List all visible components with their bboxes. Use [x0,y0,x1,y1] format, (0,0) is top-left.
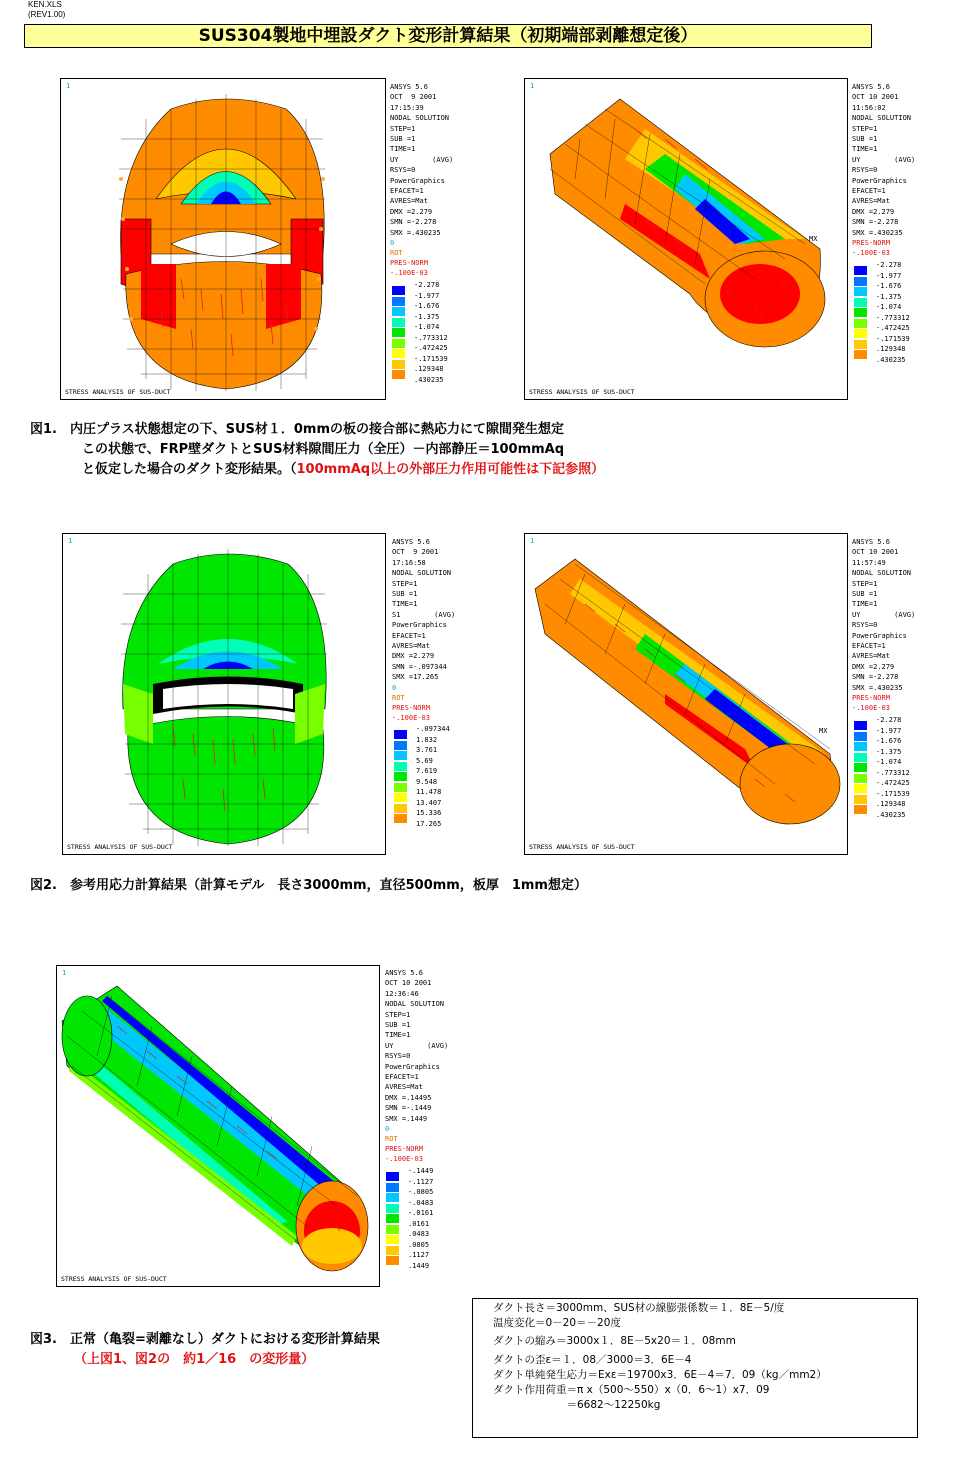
info-line: DMX =2.279 [852,662,895,671]
panel-footer: STRESS ANALYSIS OF SUS-DUCT [61,1275,167,1283]
info-line: SUB =1 [390,135,416,144]
legend-value: -.472425 [876,779,910,787]
info-line: UY (AVG) [385,1041,449,1050]
legend-swatch [394,730,407,739]
panel-footer: STRESS ANALYSIS OF SUS-DUCT [529,843,635,851]
mx-marker: MX [819,727,828,735]
info-line: DMX =.14495 [385,1093,432,1102]
info-line: SMX =.430235 [852,228,903,237]
info-line: STEP=1 [852,579,878,588]
info-line: AVRES=Mat [385,1083,423,1092]
note-line: ダクトの縮み＝3000x１．8E－5x20＝１．08mm [493,1335,736,1347]
legend-swatch [392,307,405,316]
legend-swatch [392,318,405,327]
ansys-info-1 [390,82,453,238]
legend-swatch [392,286,405,295]
pres-value-3: -.100E-03 [392,714,430,722]
legend-value: .0805 [408,1240,430,1249]
info-line: RSYS=0 [390,166,416,175]
legend-swatch [386,1214,399,1223]
legend-value: -1.977 [414,291,440,300]
legend-value: -.472425 [414,344,448,352]
pres-label-4: PRES-NORM [852,694,890,702]
panel-footer: STRESS ANALYSIS OF SUS-DUCT [529,388,635,396]
info-line: AVRES=Mat [392,642,430,651]
legend-value: .129348 [876,345,906,353]
panel-footer: STRESS ANALYSIS OF SUS-DUCT [67,843,173,851]
legend-value: -2.278 [414,281,440,289]
info-line: 12:36:46 [385,989,419,998]
info-line: RSYS=0 [385,1052,411,1061]
info-line: STEP=1 [385,1010,411,1019]
legend-value: -2.278 [876,716,902,724]
legend-value: 11.478 [416,788,442,796]
panel-number: 1 [66,82,71,90]
legend-value: 1.832 [416,735,438,744]
info-line: AVRES=Mat [390,197,428,206]
info-line: RSYS=0 [852,166,878,175]
info-line: SUB =1 [392,590,418,599]
info-line: ANSYS 5.6 [852,83,890,91]
pres-label-3: PRES-NORM [392,704,430,712]
fem-plot-fig1-front [61,79,385,399]
legend-value: -1.375 [876,747,902,756]
rot-label-3: ROT [392,694,405,702]
caption-fig3-line2: （上図1、図2の 約1／16 の変形量） [74,1352,315,1367]
legend-value: .430235 [414,375,444,384]
note-line: ダクトの歪ε＝１．08／3000＝3．6E－4 [493,1354,692,1366]
zero-label-3: 0 [392,684,397,692]
panel-fig3-iso [56,965,380,1287]
legend-swatch [854,298,867,307]
legend-swatch [854,795,867,804]
info-line: TIME=1 [390,145,416,154]
pres-value-2: -.100E-03 [852,249,890,257]
legend-swatch [854,266,867,275]
legend-swatch [386,1235,399,1244]
info-line: OCT 9 2001 [392,548,439,557]
legend-value: -1.074 [876,303,902,311]
panel-number: 1 [68,537,73,545]
ansys-info-3 [392,537,455,683]
legend-value: .129348 [876,800,906,808]
rot-label-1: ROT [390,249,403,257]
legend-swatch [394,804,407,813]
legend-value: -.773312 [876,768,910,777]
fem-plot-fig2-iso [525,534,847,854]
panel-number: 1 [62,969,67,977]
legend-swatch [854,340,867,349]
info-line: SMX =17.265 [392,673,439,682]
panel-fig2-front [62,533,386,855]
legend-swatch [386,1172,399,1181]
info-line: ANSYS 5.6 [852,538,890,546]
legend-value: 7.619 [416,767,438,775]
note-line: 温度変化＝0－20＝－20度 [493,1317,621,1329]
info-line: AVRES=Mat [852,652,890,661]
panel-number: 1 [530,82,535,90]
info-line: ANSYS 5.6 [385,969,423,977]
info-line: TIME=1 [852,145,878,154]
info-line: UY (AVG) [390,155,454,164]
zero-label-1: 0 [390,239,395,247]
legend-value: -1.977 [876,271,902,280]
pres-value-1: -.100E-03 [390,269,428,277]
pres-label-5: PRES-NORM [385,1145,423,1153]
legend-value: -.0161 [408,1209,434,1217]
legend-swatch [854,329,867,338]
legend-swatch [392,297,405,306]
info-line: OCT 10 2001 [385,979,432,988]
legend-swatch [854,350,867,359]
info-line: EFACET=1 [852,642,886,651]
legend-swatch [854,753,867,762]
info-line: SUB =1 [385,1021,411,1030]
info-line: SUB =1 [852,590,878,599]
panel-fig2-iso [524,533,848,855]
info-line: EFACET=1 [392,631,426,640]
legend-value: -1.375 [876,292,902,301]
info-line: TIME=1 [385,1031,411,1040]
legend-swatch [854,774,867,783]
legend-value: .430235 [876,810,906,819]
info-line: PowerGraphics [385,1062,440,1071]
caption-fig1-line3: と仮定した場合のダクト変形結果。（100mmAq以上の外部圧力作用可能性は下記参照） [82,462,605,477]
legend-value: 15.336 [416,809,442,817]
info-line: NODAL SOLUTION [852,569,912,578]
info-line: PowerGraphics [852,176,907,185]
ansys-info-2 [852,82,915,238]
fem-plot-fig3-iso [57,966,379,1286]
legend-value: 3.761 [416,746,438,754]
legend-swatch [394,751,407,760]
info-line: SMX =.430235 [390,228,441,237]
panel-fig1-front [60,78,386,400]
info-line: OCT 10 2001 [852,548,899,557]
fem-plot-fig1-iso [525,79,847,399]
info-line: STEP=1 [390,124,416,133]
info-line: TIME=1 [392,600,418,609]
legend-value: -.0483 [408,1198,434,1207]
legend-swatch [394,741,407,750]
legend-swatch [392,349,405,358]
legend-value: .1127 [408,1251,430,1259]
legend-swatch [854,784,867,793]
info-line: SMX =.1449 [385,1114,428,1123]
legend-value: -.1127 [408,1177,434,1186]
info-line: S1 (AVG) [392,610,456,619]
info-line: DMX =2.279 [390,207,433,216]
note-line: ダクト単純発生応力＝Exε＝19700x3．6E－4＝7．09（kg／mm2） [493,1369,827,1381]
legend-swatch [854,308,867,317]
ansys-info-5 [385,968,448,1124]
legend-swatch [854,805,867,814]
legend-swatch [854,721,867,730]
legend-value: -.0805 [408,1188,434,1196]
legend-value: -.1449 [408,1167,434,1175]
info-line: STEP=1 [852,124,878,133]
info-line: 11:57:49 [852,558,886,567]
legend-value: 5.69 [416,756,433,765]
legend-swatch [394,772,407,781]
info-line: DMX =2.279 [392,652,435,661]
note-line: ダクト作用荷重＝π x（500～550）x（0．6～1）x7．09 [493,1384,770,1396]
revision: (REV1.00) [28,10,66,19]
info-line: OCT 10 2001 [852,93,899,102]
legend-value: -1.676 [414,302,440,310]
legend-swatch [394,783,407,792]
legend-swatch [386,1246,399,1255]
legend-value: -1.977 [876,726,902,735]
info-line: SMX =.430235 [852,683,903,692]
info-line: EFACET=1 [390,187,424,196]
info-line: NODAL SOLUTION [852,114,912,123]
info-line: TIME=1 [852,600,878,609]
info-line: PowerGraphics [852,631,907,640]
legend-value: .430235 [876,355,906,364]
legend-swatch [854,319,867,328]
info-line: SMN =-.1449 [385,1104,432,1113]
legend-swatch [392,370,405,379]
legend-value: -1.676 [876,737,902,745]
pres-label-2: PRES-NORM [852,239,890,247]
info-line: SUB =1 [852,135,878,144]
mx-marker: MX [809,235,818,243]
panel-footer: STRESS ANALYSIS OF SUS-DUCT [65,388,171,396]
info-line: 17:15:39 [390,103,424,112]
legend-value: -.171539 [414,354,448,363]
legend-value: -.472425 [876,324,910,332]
info-line: SMN =-.097344 [392,662,447,671]
zero-label-5: 0 [385,1125,390,1133]
legend-value: -1.074 [414,323,440,331]
info-line: EFACET=1 [385,1073,419,1082]
legend-value: -1.676 [876,282,902,290]
caption-fig2: 図2. 参考用応力計算結果（計算モデル 長さ3000mm，直径500mm，板厚 1mm想定） [30,878,587,893]
info-line: SMN =-2.278 [390,218,437,227]
caption-fig1-line2: この状態で、FRP壁ダクトとSUS材料隙間圧力（全圧）－内部静圧＝100mmAq [82,442,565,457]
legend-value: 17.265 [416,819,442,828]
legend-swatch [392,339,405,348]
info-line: STEP=1 [392,579,418,588]
legend-value: -1.375 [414,312,440,321]
info-line: RSYS=0 [852,621,878,630]
legend-value: .0161 [408,1219,430,1228]
legend-value: .0483 [408,1230,430,1238]
legend-swatch [854,732,867,741]
panel-fig1-iso [524,78,848,400]
legend-value: -1.074 [876,758,902,766]
info-line: DMX =2.279 [852,207,895,216]
legend-value: -.097344 [416,725,450,733]
info-line: NODAL SOLUTION [385,1000,445,1009]
legend-swatch [394,793,407,802]
page-title: SUS304製地中埋設ダクト変形計算結果（初期端部剥離想定後） [24,24,872,48]
info-line: NODAL SOLUTION [392,569,452,578]
pres-label-1: PRES-NORM [390,259,428,267]
legend-swatch [394,814,407,823]
legend-value: -.773312 [414,333,448,342]
legend-swatch [386,1183,399,1192]
note-line: ダクト長さ＝3000mm、SUS材の線膨張係数＝１．8E－5/度 [493,1302,785,1314]
info-line: PowerGraphics [390,176,445,185]
pres-value-4: -.100E-03 [852,704,890,712]
info-line: SMN =-2.278 [852,218,899,227]
legend-swatch [386,1225,399,1234]
info-line: ANSYS 5.6 [392,538,430,546]
info-line: OCT 9 2001 [390,93,437,102]
calculation-notes [472,1298,918,1438]
legend-value: -.171539 [876,334,910,343]
info-line: UY (AVG) [852,610,916,619]
rot-label-5: ROT [385,1135,398,1143]
legend-swatch [854,287,867,296]
legend-value: .1449 [408,1261,430,1270]
legend-swatch [854,763,867,772]
info-line: SMN =-2.278 [852,673,899,682]
info-line: 11:56:02 [852,103,886,112]
info-line: NODAL SOLUTION [390,114,450,123]
legend-value: -2.278 [876,261,902,269]
legend-swatch [854,742,867,751]
info-line: ANSYS 5.6 [390,83,428,91]
fem-plot-fig2-front [63,534,385,854]
legend-value: -.773312 [876,313,910,322]
legend-value: -.171539 [876,789,910,798]
legend-value: .129348 [414,365,444,373]
caption-fig3-line1: 図3. 正常（亀裂=剥離なし）ダクトにおける変形計算結果 [30,1332,380,1347]
info-line: UY (AVG) [852,155,916,164]
pres-value-5: -.100E-03 [385,1155,423,1163]
legend-swatch [392,360,405,369]
file-name: KEN.XLS [28,0,62,9]
legend-swatch [394,762,407,771]
info-line: 17:16:58 [392,558,426,567]
legend-value: 9.548 [416,777,438,786]
info-line: AVRES=Mat [852,197,890,206]
legend-swatch [386,1256,399,1265]
note-line: ＝6682～12250kg [493,1399,661,1411]
legend-swatch [392,328,405,337]
panel-number: 1 [530,537,535,545]
ansys-info-4 [852,537,915,693]
info-line: PowerGraphics [392,621,447,630]
legend-swatch [854,277,867,286]
legend-swatch [386,1204,399,1213]
info-line: EFACET=1 [852,187,886,196]
legend-value: 13.407 [416,798,442,807]
legend-swatch [386,1193,399,1202]
caption-fig1-line1: 図1. 内圧プラス状態想定の下、SUS材１．0mmの板の接合部に熱応力にて隙間発生想定 [30,422,565,437]
